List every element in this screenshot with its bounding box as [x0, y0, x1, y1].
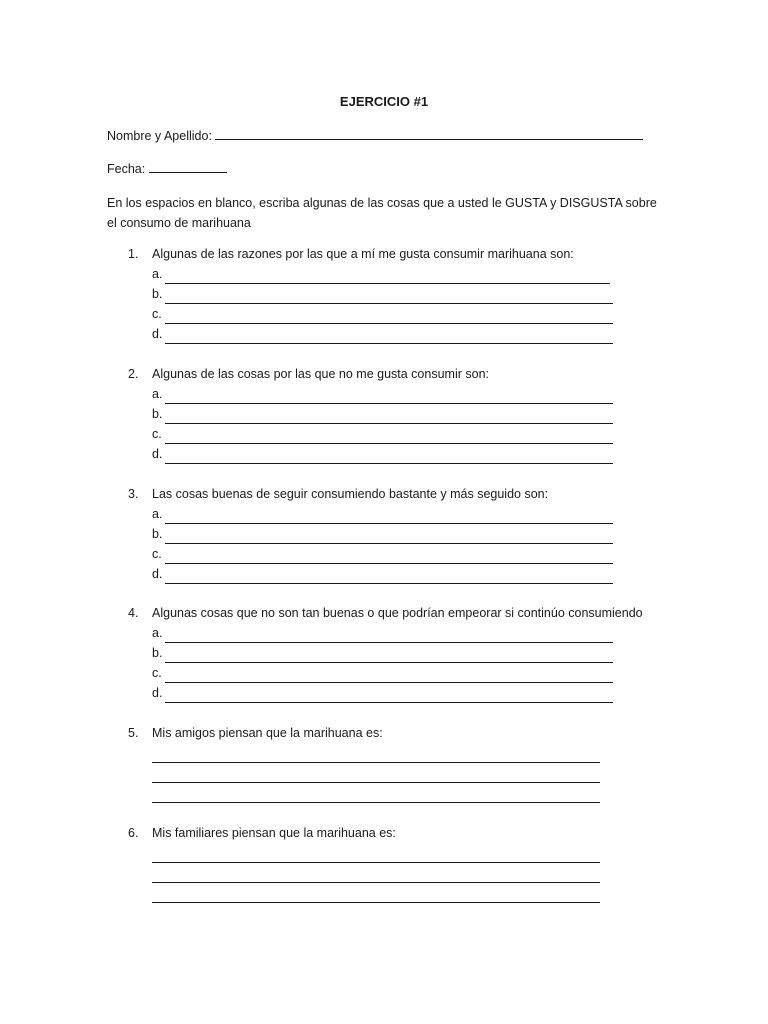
answer-line[interactable] [152, 264, 688, 284]
answer-letter: c. [152, 666, 162, 680]
answer-letter: b. [152, 287, 163, 301]
question-6 [128, 823, 688, 903]
question-number: 1. [128, 247, 139, 261]
question-5 [128, 723, 688, 803]
question-heading [128, 364, 688, 384]
name-label: Nombre y Apellido: [107, 129, 212, 143]
question-number: 4. [128, 606, 139, 620]
question-heading [128, 244, 688, 264]
answer-letter: d. [152, 567, 163, 581]
question-text: Algunas de las razones por las que a mí me gusta consumir marihuana son: [152, 247, 574, 261]
answer-line[interactable] [152, 663, 688, 683]
question-heading [128, 823, 688, 843]
answer-line[interactable] [152, 863, 688, 883]
question-2 [128, 364, 688, 464]
date-label: Fecha: [107, 162, 146, 176]
answer-line[interactable] [152, 384, 688, 404]
date-blank[interactable] [149, 160, 227, 173]
answer-line[interactable] [152, 643, 688, 663]
answer-letter: b. [152, 527, 163, 541]
answer-letter: a. [152, 387, 163, 401]
answer-letter: b. [152, 407, 163, 421]
question-number: 5. [128, 726, 139, 740]
answer-letter: d. [152, 447, 163, 461]
question-text: Mis amigos piensan que la marihuana es: [152, 726, 383, 740]
answer-letter: c. [152, 307, 162, 321]
question-number: 2. [128, 367, 139, 381]
question-text: Algunas cosas que no son tan buenas o que podrían empeorar si continúo consumiendo [152, 606, 643, 620]
question-text: Mis familiares piensan que la marihuana es: [152, 826, 396, 840]
answer-letter: a. [152, 626, 163, 640]
answer-line[interactable] [152, 424, 688, 444]
question-heading [128, 723, 688, 743]
answer-line[interactable] [152, 324, 688, 344]
answer-letter: d. [152, 327, 163, 341]
answer-letter: d. [152, 686, 163, 700]
answer-line[interactable] [152, 504, 688, 524]
name-field-row [107, 127, 643, 145]
question-3 [128, 484, 688, 584]
question-text: Algunas de las cosas por las que no me gusta consumir son: [152, 367, 489, 381]
answer-line[interactable] [152, 883, 688, 903]
answer-letter: b. [152, 646, 163, 660]
answer-line[interactable] [152, 683, 688, 703]
question-1 [128, 244, 688, 344]
answer-letter: a. [152, 507, 163, 521]
instructions-text: En los espacios en blanco, escriba algunas de las cosas que a usted le GUSTA y DISGUSTA sobre el consumo de marihuana [107, 196, 657, 230]
name-blank[interactable] [215, 127, 643, 140]
answer-letter: c. [152, 547, 162, 561]
answer-line[interactable] [152, 623, 688, 643]
answer-letter: a. [152, 267, 163, 281]
question-text: Las cosas buenas de seguir consumiendo bastante y más seguido son: [152, 487, 549, 501]
question-number: 3. [128, 487, 139, 501]
answer-line[interactable] [152, 763, 688, 783]
question-number: 6. [128, 826, 139, 840]
answer-line[interactable] [152, 564, 688, 584]
question-heading [128, 603, 688, 623]
question-heading [128, 484, 688, 504]
date-field-row [107, 160, 227, 178]
answer-line[interactable] [152, 304, 688, 324]
answer-line[interactable] [152, 404, 688, 424]
answer-line[interactable] [152, 783, 688, 803]
page-title: EJERCICIO #1 [339, 94, 429, 109]
answer-line[interactable] [152, 743, 688, 763]
answer-line[interactable] [152, 524, 688, 544]
answer-letter: c. [152, 427, 162, 441]
question-4 [128, 603, 688, 703]
answer-line[interactable] [152, 284, 688, 304]
answer-line[interactable] [152, 544, 688, 564]
answer-line[interactable] [152, 444, 688, 464]
answer-line[interactable] [152, 843, 688, 863]
